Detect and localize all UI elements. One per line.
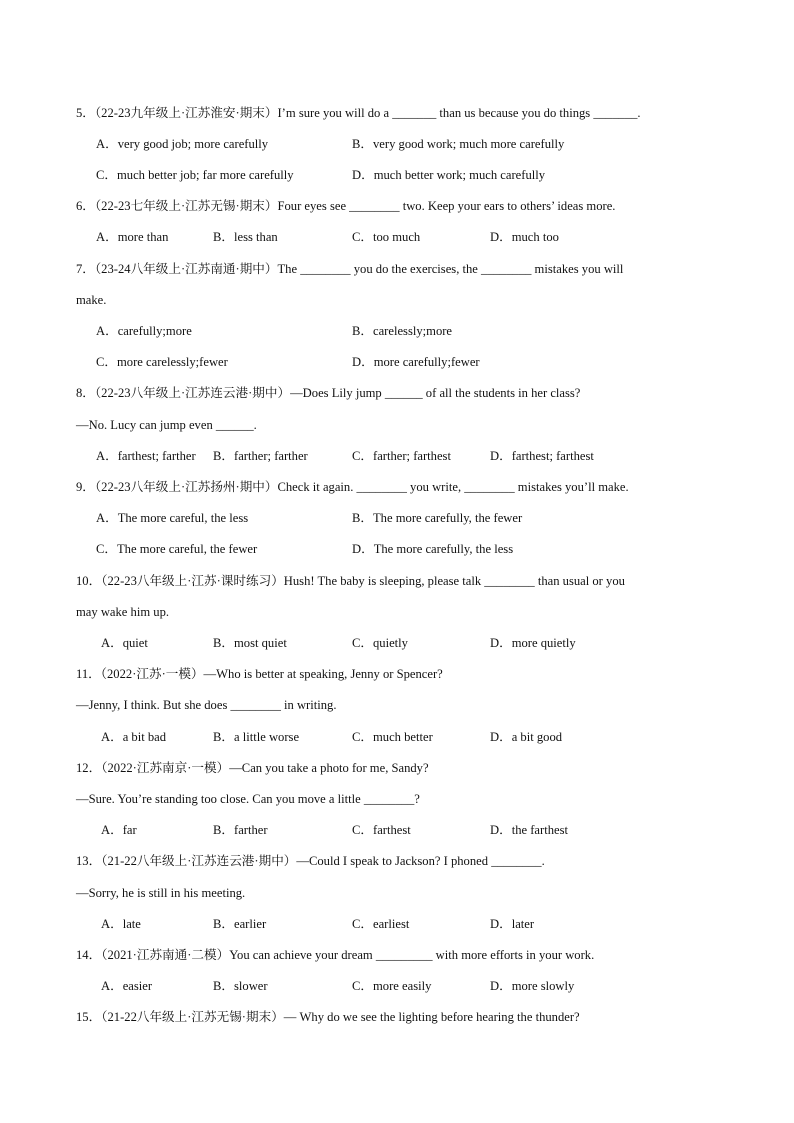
question-8-stem-continued: —No. Lucy can jump even ______. [76,418,257,432]
question-8-stem: 8．（22-23八年级上·江苏连云港·期中）—Does Lily jump ______ of all the students in her class? [76,386,581,400]
question-11-option-a: A．a bit bad [101,730,167,744]
question-14-option-a: A．easier [101,979,153,993]
question-11-option-c: C．much better [352,730,433,744]
question-8-option-c: C．farther; farthest [352,449,451,463]
question-11-option-b: B．a little worse [213,730,300,744]
question-6-option-a: A．more than [96,230,169,244]
question-8-option-d: D．farthest; farthest [490,449,594,463]
question-13-option-c: C．earliest [352,917,410,931]
question-10-option-b: B．most quiet [213,636,287,650]
question-10-option-a: A．quiet [101,636,148,650]
question-6-option-d: D．much too [490,230,559,244]
question-13-stem-continued: —Sorry, he is still in his meeting. [76,886,246,900]
question-10-option-c: C．quietly [352,636,408,650]
question-12-stem: 12．（2022·江苏南京·一模）—Can you take a photo for me, Sandy? [76,761,429,775]
question-11-stem: 11．（2022·江苏·一模）—Who is better at speaking, Jenny or Spencer? [76,667,443,681]
question-9-option-c: C．The more careful, the fewer [96,542,258,556]
question-12-option-b: B．farther [213,823,268,837]
question-5-option-d: D．much better work; much carefully [352,168,546,182]
question-7-option-c: C．more carelessly;fewer [96,355,228,369]
question-11-stem-continued: —Jenny, I think. But she does ________ in writing. [76,698,337,712]
question-9-option-d: D．The more carefully, the less [352,542,514,556]
question-13-option-a: A．late [101,917,141,931]
question-14-option-c: C．more easily [352,979,432,993]
question-11-option-d: D．a bit good [490,730,563,744]
question-5-option-a: A．very good job; more carefully [96,137,269,151]
question-13-option-d: D．later [490,917,535,931]
question-12-stem-continued: —Sure. You’re standing too close. Can you move a little ________? [76,792,420,806]
question-9-stem: 9．（22-23八年级上·江苏扬州·期中）Check it again. ________ you write, ________ mistakes you’ll make. [76,480,629,494]
question-9-option-b: B．The more carefully, the fewer [352,511,523,525]
question-7-stem: 7．（23-24八年级上·江苏南通·期中）The ________ you do the exercises, the ________ mistakes you will [76,262,624,276]
question-8-option-a: A．farthest; farther [96,449,196,463]
question-14-option-d: D．more slowly [490,979,575,993]
question-5-option-c: C．much better job; far more carefully [96,168,294,182]
question-10-option-d: D．more quietly [490,636,576,650]
question-7-option-b: B．carelessly;more [352,324,453,338]
question-13-stem: 13．（21-22八年级上·江苏连云港·期中）—Could I speak to Jackson? I phoned ________. [76,854,545,868]
question-14-stem: 14．（2021·江苏南通·二模）You can achieve your dream _________ with more efforts in your work. [76,948,595,962]
question-12-option-c: C．farthest [352,823,411,837]
question-9-option-a: A．The more careful, the less [96,511,249,525]
question-7-stem-continued: make. [76,293,107,307]
question-13-option-b: B．earlier [213,917,267,931]
question-7-option-d: D．more carefully;fewer [352,355,480,369]
question-5-option-b: B．very good work; much more carefully [352,137,565,151]
question-6-option-b: B．less than [213,230,278,244]
question-15-stem: 15．（21-22八年级上·江苏无锡·期末）— Why do we see the lighting before hearing the thunder? [76,1010,580,1024]
question-6-option-c: C．too much [352,230,421,244]
question-7-option-a: A．carefully;more [96,324,192,338]
question-10-stem: 10．（22-23八年级上·江苏·课时练习）Hush! The baby is sleeping, please talk ________ than usual or you [76,574,625,588]
question-6-stem: 6．（22-23七年级上·江苏无锡·期末）Four eyes see ________ two. Keep your ears to others’ ideas more. [76,199,616,213]
question-8-option-b: B．farther; farther [213,449,308,463]
question-12-option-a: A．far [101,823,137,837]
question-12-option-d: D．the farthest [490,823,568,837]
question-10-stem-continued: may wake him up. [76,605,170,619]
question-5-stem: 5．（22-23九年级上·江苏淮安·期末）I’m sure you will do a _______ than us because you do things _______. [76,106,641,120]
question-14-option-b: B．slower [213,979,268,993]
